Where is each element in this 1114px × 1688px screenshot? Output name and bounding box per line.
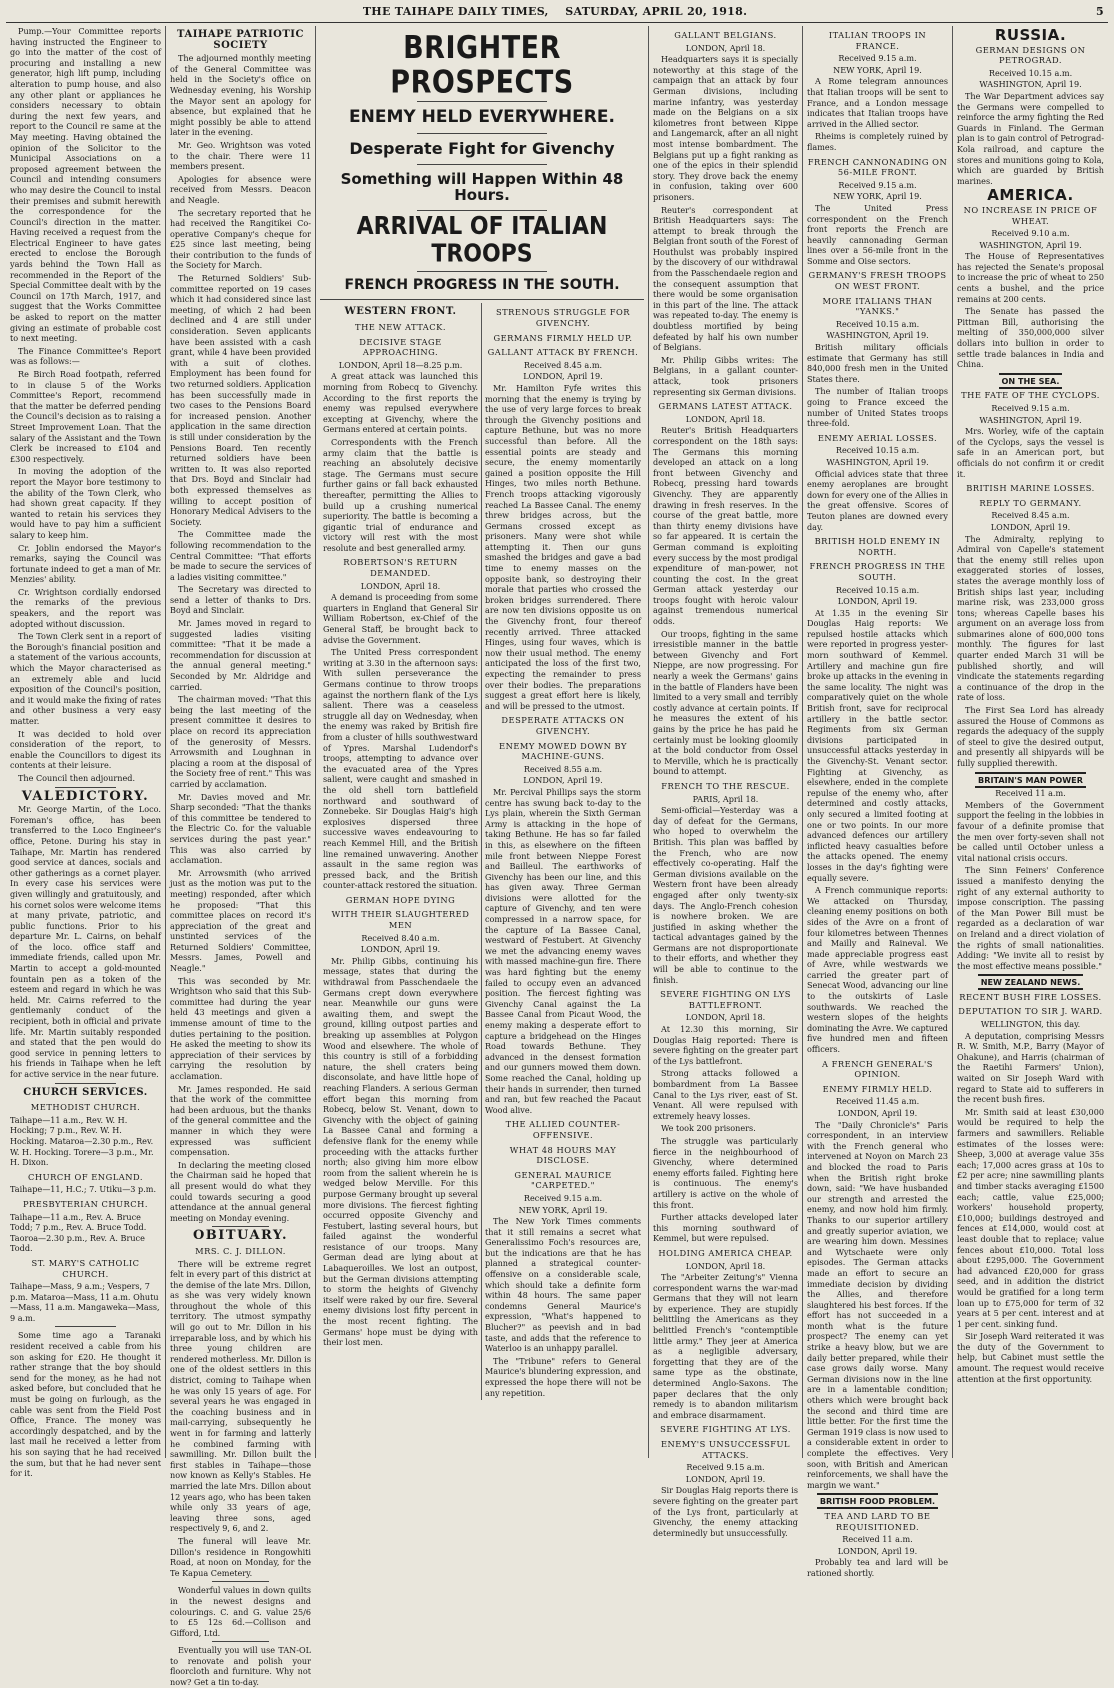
subhead: TEA AND LARD TO BE REQUISITIONED. xyxy=(824,1510,931,1532)
subhead: FRENCH PROGRESS IN THE SOUTH. xyxy=(809,561,946,582)
dateline: Received 9.15 a.m. xyxy=(991,403,1070,413)
issue-date: SATURDAY, APRIL 20, 1918. xyxy=(565,4,748,18)
food-problem-label: BRITISH FOOD PROBLEM. xyxy=(817,1493,938,1509)
article-paragraph: The chairman moved: "That this being the last meeting of the present committee it desires to place on record its appreciation of the generosity of Messrs. Arrowsmith and Loughnan in placing a room at the disposal of the Society free of rent." This was carried by acclamation. xyxy=(170,694,311,789)
dateline: LONDON, April 19. xyxy=(837,596,918,607)
divider xyxy=(417,101,547,102)
nz-news-label: NEW ZEALAND NEWS. xyxy=(978,974,1084,990)
subhead: ENEMY'S UNSUCCESSFUL ATTACKS. xyxy=(660,1439,791,1460)
article-paragraph: Headquarters says it is specially noteworthy at this stage of the campaign that an attack by four German divisions, including marine infantry, was yesterday made on the Belgians on a six kilometres front between Kippe and Langemarck, after an all night most intense bombardment. The Belgians put up a fight ranking as one of the epics in their splendid story. They drove back the enemy in confusion, taking over 600 prisoners. xyxy=(653,54,798,202)
headline-belgians: GALLANT BELGIANS. xyxy=(674,30,777,40)
headline-obituary: OBITUARY. xyxy=(192,1228,289,1244)
subhead: ENEMY FIRMLY HELD. xyxy=(822,1083,933,1094)
subhead: WHAT 48 HOURS MAY DISCLOSE. xyxy=(509,1144,617,1166)
article-paragraph: A Rome telegram announces that Italian troops will be sent to France, and a London message indicates that Italian troops have arrived in the Allied sector. xyxy=(807,76,948,129)
subhead: DEPUTATION TO SIR J. WARD. xyxy=(958,1006,1103,1017)
main-headline: BRIGHTER PROSPECTS xyxy=(390,30,574,101)
dateline: NEW YORK, April 19. xyxy=(518,1204,608,1215)
dateline: LONDON, April 18—8.25 p.m. xyxy=(338,359,463,370)
headline-patriotic-society: TAIHAPE PATRIOTIC SOCIETY xyxy=(177,29,304,51)
dateline: Received 8.55 a.m. xyxy=(523,763,603,774)
article-paragraph: The House of Representatives has rejected the Senate's proposal to increase the pric of wheat to 250 cents a bushel, and the price remains at 200 cents. xyxy=(957,251,1104,304)
dateline: WASHINGTON, April 19. xyxy=(826,456,929,467)
dateline: WASHINGTON, April 19. xyxy=(979,79,1082,90)
article-paragraph: Pump.—Your Committee reports having instructed the Engineer to go into the matter of the cost of procuring and installing a new generator, high lift pump, including alteration to pump house, and also any other plant or appliances he considers necessary to obtain during the next few years, and report to the Council re same at the May meeting. Having obtained the opinion of the Solicitor to the Municipal Associations on a proposed agreement between the Council and intending consumers who may desire the Council to instal their premises and submit herewith the correspondence for the Council's direction in the matter. Having received a request from the Electrical Engineer to have gates erected to enclose the Borough yards behind the Town Hall as recommended in the Report of the Special Committee dealt with by the Council on 17th March, 1917, and suggest that the Works Committee be asked to report on the matter giving an estimate of probable cost to next meeting. xyxy=(10,26,161,344)
headline-man-power xyxy=(957,775,1104,786)
article-paragraph: Mr. Geo. Wrightson was voted to the chair. There were 11 members present. xyxy=(170,139,311,172)
subhead: THE NEW ATTACK. xyxy=(355,322,446,333)
headline-on-the-sea xyxy=(957,376,1104,387)
dateline: LONDON, April 19. xyxy=(837,1108,918,1118)
subhead: ENEMY MOWED DOWN BY MACHINE-GUNS. xyxy=(499,740,627,762)
headline-russia: RUSSIA. xyxy=(994,26,1067,44)
divider xyxy=(212,1581,268,1582)
dateline: WASHINGTON, April 19. xyxy=(826,330,929,341)
headline-48-hours: Something will Happen Within 48 Hours. xyxy=(340,169,624,205)
subhead: WITH THEIR SLAUGHTERED MEN xyxy=(331,909,470,931)
subhead: THE ALLIED COUNTER-OFFENSIVE. xyxy=(505,1119,621,1140)
article-paragraph: Mrs. Worley, wife of the captain of the Cyclops, says the vessel is safe in an American port, but officials do not confirm it or credit it. xyxy=(957,426,1104,479)
article-paragraph: The United Press correspondent writing at 3.30 in the afternoon says: With sullen perseverance the Germans continue to throw troops against the northern flank of the Lys salient. There was a ceaseless struggle all day on Wednesday, when the enemy was raked by British fire from a cluster of hills southwestward of Ypres. Marshal Ludendorf's troops, attempting to advance over the evacuated area of the Ypres salient, were caught and smashed in the old shell torn battlefield northward and southward of Zonnebeke. Sir Douglas Haig's high explosives dispersed three successive waves endeavouring to reach Kemmel Hill, and the British line remained unwavering. Another assault in the same region was pressed back, and the British counter-attack restored the situation. xyxy=(323,647,478,891)
article-paragraph: The New York Times comments that it still remains a secret what Generalissimo Foch's resources are, but the indications are that he has planned a strategical counter-offensive on a considerable scale, which should take a definite form within 48 hours. The same paper condemns General Maurice's expression, "What's happened to Blucher?" as peevish and in bad taste, and adds that the reference to Waterloo is an unhappy parallel. xyxy=(485,1216,641,1354)
article-paragraph: Semi-official—Yesterday was a day of defeat for the Germans, who hoped to overwhelm the British. This plan was baffled by the French, who are now effectively co-operating. Half the German divisions available on the Western front have been already engaged after only twenty-six days. The Anglo-French cohesion is nowhere broken. We are justified in asking whether the tactical advantages gained by the Germans are not disproportionate to their efforts, and whether they will be able to continue to the finish. xyxy=(653,805,798,985)
headline-french-progress: FRENCH PROGRESS IN THE SOUTH. xyxy=(344,277,620,294)
paper-title: THE TAIHAPE DAILY TIMES, xyxy=(362,4,549,18)
dateline: LONDON, April 19. xyxy=(360,944,441,955)
article-paragraph: The adjourned monthly meeting of the General Committee was held in the Society's office on Wednesday evening, his Worship the Mayor sent an apology for absence, but explained that he might possibly be able to attend later in the evening. xyxy=(170,53,311,138)
article-paragraph: We took 200 prisoners. xyxy=(661,1123,756,1134)
dateline: Received 9.15 a.m. xyxy=(838,179,917,190)
column-1 xyxy=(6,26,166,1479)
article-paragraph: Re Birch Road footpath, referred to in clause 5 of the Works Committee's Report, recommend that the matter be deferred pending the Council's decision as to raising a Street Improvement Loan. That the salary of the Assistant and the Town Clerk be increased to £104 and £300 respectively. xyxy=(10,369,161,464)
dateline: LONDON, April 19. xyxy=(523,775,603,786)
subhead: GERMANY'S FRESH TROOPS ON WEST FRONT. xyxy=(808,270,947,292)
subhead: BRITISH MARINE LOSSES. xyxy=(966,483,1095,494)
article-paragraph: This was seconded by Mr. Wrightson who said that this Sub-committee had during the year held 43 meetings and given a immense amount of time to the duties pertaining to the position. He asked the meeting to show its appreciation of their services by carrying the resolution by acclamation. xyxy=(170,975,311,1081)
divider xyxy=(212,1226,268,1227)
column-2 xyxy=(166,26,316,1688)
headline-italian-in-france: ITALIAN TROOPS IN FRANCE. xyxy=(828,30,927,51)
article-paragraph: The First Sea Lord has already assured the House of Commons as regards the adequacy of the supply of steel to give the desired output, and presently all shipyards will be fully supplied therewith. xyxy=(957,705,1104,768)
column-5 xyxy=(803,26,953,1578)
article-paragraph: Mr. James responded. He said that the work of the committee had been arduous, but the thanks of the general committee and the manner in which they were expressed was sufficient compensation. xyxy=(170,1083,311,1158)
dateline: Received 8.45 a.m. xyxy=(991,510,1070,521)
article-paragraph: Strong attacks followed a bombardment from La Bassee Canal to the Lys river, east of St. Venant. All were repulsed with extremely heavy losses. xyxy=(653,1068,798,1121)
service-times: Taihape—11 a.m., Rev. W. H. Hocking; 7 p.m., Rev. W. H. Hocking. Mataroa—2.30 p.m., Rev. W. H. Hocking. Torere—3 p.m., Mr. H. Dixon. xyxy=(10,1114,154,1168)
dateline: LONDON, April 19. xyxy=(990,521,1071,532)
article-paragraph: The number of Italian troops going to France exceed the number of United States troops three-fold. xyxy=(807,386,948,429)
article-paragraph: At 12.30 this morning, Sir Douglas Haig reported: There is severe fighting on the greater part of the Lys battlefront. xyxy=(653,1024,798,1066)
headline-italian-troops: ARRIVAL OF ITALIAN TROOPS xyxy=(356,211,608,269)
headline-america: AMERICA. xyxy=(987,186,1074,205)
subhead: A FRENCH GENERAL'S OPINION. xyxy=(822,1058,933,1080)
divider xyxy=(417,271,547,272)
war-news-left xyxy=(320,303,482,1400)
article-paragraph: The struggle was particularly fierce in the neighbourhood of Givenchy, where determined enemy efforts failed. Fighting here is continuous. The enemy's artillery is active on the whole of this front. xyxy=(653,1135,798,1210)
dateline: Received 11.45 a.m. xyxy=(835,1096,920,1107)
subhead: HOLDING AMERICA CHEAP. xyxy=(658,1247,793,1258)
page-number: 5 xyxy=(1096,4,1104,18)
dateline: Received 9.15 a.m. xyxy=(838,53,917,64)
service-times: Taihape—11, H.C.; 7. Utiku—3 p.m. xyxy=(10,1184,157,1195)
column-4 xyxy=(649,26,803,1538)
divider xyxy=(212,1641,268,1642)
article-paragraph: The "Arbeiter Zeitung's" Vienna correspondent warns the war-mad Germans that they will not learn by experience. They are stupidly belittling the Americans as they belittled French's "contemptible little army." They jeer at America as a negligible adversary, forgetting that they are of the same type as the obstinate, determined Anglo-Saxons. The paper declares that the only remedy is to abandon militarism and embrace disarmament. xyxy=(653,1272,798,1420)
subhead: GALLANT ATTACK BY FRENCH. xyxy=(487,347,639,358)
article-paragraph: Mr. Arrowsmith (who arrived just as the motion was put to the meeting) responded, after which he proposed: "That this committee places on record it's appreciation of the great and unstinted services of the Returned Soldiers' Committee, Messrs. James, Powell and Neagle." xyxy=(170,867,311,974)
article-paragraph: The Secretary was directed to send a letter of thanks to Drs. Boyd and Sinclair. xyxy=(170,584,311,616)
article-paragraph: Correspondents with the French army claim that the battle is reaching an absolutely decisive stage. The Germans must secure further gains or fall back exhausted thereafter, permitting the Allies to build up a crushing numerical superiority. The battle is becoming a gigantic trial of endurance and victory will rest with the most resolute and best generalled army. xyxy=(323,436,478,553)
subhead-dillon: MRS. C. J. DILLON. xyxy=(195,1245,286,1256)
divider xyxy=(320,299,644,300)
dateline: Received 10.15 a.m. xyxy=(835,318,920,329)
dateline: Received 8.45 a.m. xyxy=(523,359,603,370)
article-paragraph: Mr. George Martin, of the Loco. Foreman's office, has been transferred to the Loco Engineer's office, Petone. During his stay in Taihape, Mr. Martin has rendered good service at dances, socials and other gatherings as a cornet player. In every case his services were given willingly and gratuitously, and his cornet solos were welcome items at many private, patriotic, and public functions. Prior to his departure Mr. L. Cairns, on behalf of the loco. office staff and immediate friends, called upon Mr. Martin to accept a gold-mounted fountain pen as a token of the esteem and regard in which he was held. Mr. Cairns referred to the gentlemanly conduct of the recipient, both in official and private life. Mr. Martin suitably responded and stated that the pen would do good service in penning letters to his friends in Taihape when he left for active service in the near future. xyxy=(10,804,162,1079)
article-paragraph: Cr. Wrightson cordially endorsed the remarks of the previous speakers, and the report was adopted without discussion. xyxy=(10,586,161,629)
subhead: REPLY TO GERMANY. xyxy=(979,497,1082,508)
dateline: WELLINGTON, this day. xyxy=(980,1019,1081,1030)
dateline: Received 11 a.m. xyxy=(995,788,1066,799)
article-paragraph: Sir Joseph Ward reiterated it was the duty of the Government to help, but Cabinet must settle the amount. The request would receive attention at the first opportunity. xyxy=(957,1331,1104,1384)
article-paragraph: Reuter's correspondent at British Headquarters says: The attempt to break through the Belgian front south of the Forest of Houthulst was probably inspired by the discovery of our withdrawal from the Passchendaele region and the consequent assumption that there would be some organisation in this part of the line. The attack was repeated to-day. The enemy is doubtless mortified by being defeated by half his own number of Belgians. xyxy=(653,204,798,353)
headline-church-services: CHURCH SERVICES. xyxy=(23,1086,148,1098)
article-paragraph: Mr. Smith said at least £30,000 would be required to help the farmers and sawmillers. Reliable estimates of the losses were: Sheep, 3,000 at average value 35s each; 17,000 acres grass at 10s to £2 per acre; nine sawmilling plants and timber stacks averaging £1500 each; cattle, value £25,000; workers' household property, £10,000; buildings destroyed and fences at £14,000, would cost at least double that to replace; value fences about £10,000. Total loss about £295,000. The Government had advanced £20,000 for grass seed, and in addition the district would be gratified for a long term loan up to £75,000 for term of 32 years at 5 per cent. interest and at 1 per cent. sinking fund. xyxy=(957,1106,1104,1329)
article-paragraph: Mr. Hamilton Fyfe writes this morning that the enemy is trying by the use of very large forces to break through the Givenchy positions and capture Bethune, but was no more successful than before. All the essential points are steady and secure, the enemy momentarily gained a position opposite the Hill Hinges, two miles north Bethune. French troops attacking vigorously reached La Bassee Canal. The enemy threw bridges across, but the Germans crossed except as prisoners. Many were shot while attempting it. Then our guns smashed the bridges and gave a bad time to enemy masses on the opposite bank, so destroying their morale that parties who crossed the broken bridges surrendered. There are now ten divisions opposite us on the Givenchy front, four thereof recently arrived. Three attacked Hinges, using four waves, which is now their usual method. The enemy anticipated the loss of the first two, expecting the remainder to press over their bodies. The preparations suggest a great effort here is likely, and will be pressed to the utmost. xyxy=(485,382,641,711)
article-paragraph: A great attack was launched this morning from Robecq to Givenchy. According to the first reports the enemy was repulsed everywhere excepting at Givenchy, where the Germans entered at certain points. xyxy=(323,371,478,435)
article-paragraph: Mr. James moved in regard to suggested ladies visiting committee: "That it be made a recommendation for discussion at the annual general meeting." Seconded by Mr. Aldridge and carried. xyxy=(170,618,311,692)
article-paragraph: The Returned Soldiers' Sub-committee reported on 19 cases which it had considered since last meeting, of which 2 had been declined and 4 are still under consideration. Seven applicants have been assisted with a cash grant, while 4 have been provided with a suit of clothes. Employment has been found for two returned soldiers. Application has been successfully made in two cases to the Pensions Board for increased pension. Another application in the same direction is still under consideration by the Pensions Board. Ten recently returned soldiers have been written to. It was also reported that Drs. Boyd and Sinclair had both expressed themselves as willing to accept position of Honorary Medical Advisers to the Society. xyxy=(170,273,311,527)
article-paragraph: The Committee made the following recommendation to the Central Committee: "That efforts be made to secure the services of a ladies visiting committee." xyxy=(170,529,311,582)
article-paragraph: A French communique reports: We attacked on Thursday, cleaning enemy positions on both sides of the Avre on a front of four kilometres between Thennes and Mailly and Raineval. We made appreciable progress east of Avre, while westwards we carried the greater part of Senecat Wood, advancing our line to the outskirts of Lasle southwards. We reached the western slopes of the heights dominating the Avre. We captured five hundred men and fifteen officers. xyxy=(807,885,948,1055)
divider xyxy=(55,787,115,788)
headline-nz-news xyxy=(957,977,1104,988)
subhead: THE FATE OF THE CYCLOPS. xyxy=(961,390,1100,401)
article-paragraph: The United Press correspondent on the French front reports the French are heavily cannonading German lines over a 56-mile front in the Somme and Oise sectors. xyxy=(807,202,948,266)
article-paragraph: In declaring the meeting closed the Chairman said he hoped that all present would do what they could towards securing a good attendance at the annual general meeting on Monday evening. xyxy=(170,1159,311,1223)
dateline: Received 10.15 a.m. xyxy=(835,584,920,595)
article-paragraph: Mr. Philip Gibbs writes: The Belgians, in a gallant counter-attack, took prisoners representing six German divisions. xyxy=(653,354,798,397)
subhead: STRENOUS STRUGGLE FOR GIVENCHY. xyxy=(495,307,631,329)
masthead xyxy=(6,0,1108,23)
dateline: NEW YORK, April 19. xyxy=(833,64,922,75)
dateline: LONDON, April 18. xyxy=(685,413,766,424)
dateline: Received 9.10 a.m. xyxy=(991,228,1070,239)
subhead: GERMANS LATEST ATTACK. xyxy=(658,401,793,412)
service-times: Taihape—Mass, 9 a.m.; Vespers, 7 p.m. Mataroa—Mass, 11 a.m. Ohutu—Mass, 11 a.m. Mangaweka—Mass, 9 a.m. xyxy=(10,1281,160,1323)
on-the-sea-label: ON THE SEA. xyxy=(999,373,1063,389)
subhead: MORE ITALIANS THAN "YANKS." xyxy=(822,295,933,317)
subhead-england: CHURCH OF ENGLAND. xyxy=(28,1171,143,1182)
article-paragraph: Our troops, fighting in the same irresistible manner in the battle between Givenchy and Fort Nieppe, are now progressing. For nearly a week the Germans' gains in the battle of Flanders have been limited to a very small and terribly costly advance at certain points. If he measures the extent of his gains by the price he has paid he certainly must be looking gloomily at the bold conductor from Ossel to Merville, which he is practically bound to attempt. xyxy=(653,628,798,777)
subhead: FRENCH CANNONADING ON 56-MILE FRONT. xyxy=(807,156,948,178)
subhead: BRITISH HOLD ENEMY IN NORTH. xyxy=(814,536,941,557)
article-paragraph: Mr. Philip Gibbs, continuing his message, states that during the withdrawal from Passchendaele the Germans crept down everywhere near. Meanwhile our guns were awaiting them, and swept the ground, killing outpost parties and breaking up assemblies at Polygon Wood and elsewhere. The whole of this country is still of a forbidding nature, the shell craters being disconsolate, and have little hope of reaching Flanders. A serious German effort began this morning from Robecq, below St. Venant, down to Givenchy with the object of gaining La Bassee Canal and forming a defensive flank for the enemy while proceeding with the attacks further north; also giving him more elbow room from the salient wherein he is wedged below Merville. For this purpose Germany brought up several more divisions. The fiercest fighting occurred opposite Givenchy and Festubert, lasting several hours, but failed against the wonderful resistance of our troops. Many German dead are lying about at Labaqueroilles. We lost an outpost, but the German divisions attempting to storm the heights of Givenchy itself were raked by our fire. Several enemy divisions lost fifty percent in the most recent fighting. The Germans' hope must be dying with their lost men. xyxy=(323,955,478,1348)
article-paragraph: Further attacks developed later this morning southward of Kemmel, but were repulsed. xyxy=(653,1212,798,1244)
divider xyxy=(417,133,547,134)
dateline: LONDON, April 19. xyxy=(523,371,603,382)
column-3 xyxy=(316,26,649,1458)
dateline: WASHINGTON, April 19. xyxy=(979,239,1082,250)
subhead: ROBERTSON'S RETURN DEMANDED. xyxy=(343,557,458,579)
dateline: Received 10.15 a.m. xyxy=(835,445,920,456)
advertisement: Wonderful values in down quilts in the newest designs and colourings. C. and G. value 25/6 to £5 12s 6d.—Collison and Gifford, Ltd. xyxy=(170,1585,311,1638)
service-times: Taihape—11 a.m., Rev. A. Bruce Todd; 7 p.m., Rev. A. Bruce Todd. Taoroa—2.30 p.m., Rev. A. Bruce Todd. xyxy=(10,1211,147,1254)
dateline: LONDON, April 18. xyxy=(360,580,441,591)
article-paragraph: Some time ago a Taranaki resident received a cable from his son asking for £20. He thought it rather strange that the boy should send for the money, as he had not asked before, but concluded that he must be going on furlough, as the cable was sent from the Field Post Office, France. The money was accordingly despatched, and by the last mail he received a letter from his son saying that he had received the sum, but that he had never sent for it. xyxy=(10,1330,161,1479)
subhead: FRENCH TO THE RESCUE. xyxy=(661,780,790,791)
subhead: DESPERATE ATTACKS ON GIVENCHY. xyxy=(501,715,625,736)
article-paragraph: The Admiralty, replying to Admiral von Capelle's statement that the enemy still relies upon exaggerated stories of losses, states the average monthly loss of British ships last year, including marine risk, was 233,000 gross tons; whereas Capelle bases his argument on an average loss from submarines alone of 600,000 tons monthly. The figures for last quarter ended March 31 will be published shortly, and will vindicate the statements regarding a continuance of the drop in the rate of loss. xyxy=(957,533,1104,703)
subhead: GENERAL MAURICE "CARPETED." xyxy=(514,1169,612,1191)
dateline: Received 9.15 a.m. xyxy=(686,1462,765,1473)
war-news-subcolumns xyxy=(320,303,644,1400)
article-paragraph: Official advices state that three enemy aeroplanes are brought down for every one of the Allies in the great offensive. Scores of Teuton planes are downed every day. xyxy=(807,468,948,532)
dateline: NEW YORK, April 19. xyxy=(833,191,922,202)
dateline: LONDON, April 19. xyxy=(837,1545,918,1556)
article-paragraph: A deputation, comprising Messrs R. W. Smith, M.P., Barry (Mayor of Ohakune), and Harris (chairman of the Raetihi Farmers' Union), waited on Sir Joseph Ward with regard to State aid to sufferers in the recent bush fires. xyxy=(957,1030,1104,1105)
divider xyxy=(417,164,547,165)
divider xyxy=(417,210,547,211)
dateline: PARIS, April 18. xyxy=(692,793,759,804)
subhead: GERMANS FIRMLY HELD UP. xyxy=(493,332,633,343)
article-paragraph: The Senate has passed the Pittman Bill, authorising the melting of 350,000,000 silver dollars into bullion in order to settle trade balances in India and China. xyxy=(957,306,1104,370)
dateline: WASHINGTON, April 19. xyxy=(979,414,1082,425)
article-paragraph: Probably tea and lard will be rationed shortly. xyxy=(807,1557,948,1578)
headline-western-front: WESTERN FRONT. xyxy=(344,306,457,318)
masthead-title xyxy=(14,5,1096,18)
subhead: DECISIVE STAGE APPROACHING. xyxy=(359,336,442,358)
dateline: LONDON, April 18. xyxy=(685,1012,766,1023)
article-paragraph: Reuter's British Headquarters correspondent on the 18th says: The Germans this morning developed an attack on a long front between Givenchy and Robecq, pressing hard towards Givenchy. They are apparently drawing in fresh reserves. In the course of the great battle, more than thirty enemy divisions have so far appeared. It is certain the German command is exploiting every success by the most prodigal expenditure of man-power, not counting the cost. In the great German attack yesterday our troops fought with heroic valour against tremendous numerical odds. xyxy=(653,425,798,627)
article-paragraph: The Council then adjourned. xyxy=(18,772,136,783)
article-paragraph: Cr. Joblin endorsed the Mayor's remarks, saying the Council was fortunate indeed to get a man of Mr. Menzies' ability. xyxy=(10,542,161,585)
subhead: GERMAN HOPE DYING xyxy=(345,894,456,905)
article-paragraph: Rheims is completely ruined by flames. xyxy=(807,131,948,152)
dateline: LONDON, April 18. xyxy=(685,42,766,53)
article-paragraph: The "Daily Chronicle's" Paris correspondent, in an interview with the French general who intervened at Noyon on March 23 and blocked the road to Paris when the British right broke down, said: "We have husbanded our strength and arrested the enemy, and now hold him firmly. Thanks to our superior artillery and greatly superior aviation, we are wearing him down. Messines and Wytschaete were only episodes. The German attacks made an effort to secure an immediate decision by dividing the Allies, and therefore slaughtered his best forces. If the effort has not succeeded in a month what is the future prospect? The enemy can yet strike a heavy blow, but we are daily better prepared, while their case grows daily worse. Many German divisions now in the line are in a lamentable condition; others which were brought back the second and third time are little better. For the first time the German 1919 class is now used to a considerable extent in order to complete the effectives. Very soon, with British and American reinforcements, we shall have the margin we want." xyxy=(807,1119,948,1490)
columns xyxy=(6,26,1108,1688)
article-paragraph: Sir Douglas Haig reports there is severe fighting on the greater part of the Lys front, particularly at Givenchy, the enemy attacking determinedly but unsuccessfully. xyxy=(653,1485,798,1538)
dateline: Received 9.15 a.m. xyxy=(523,1192,603,1203)
article-paragraph: The Finance Committee's Report was as follows:— xyxy=(10,345,161,367)
article-paragraph: At 1.35 in the evening Sir Douglas Haig reports: We repulsed hostile attacks which were reported in progress yester-morn southward of Kemmel. Artillery and machine gun fire broke up attacks in the evening in the same locality. The night was comparatively quiet on the whole British front, save for reciprocal artillery in the battle sector. Regiments from six German divisions participated in unsuccessful attacks yesterday in the Givenchy-St. Venant sector. Fighting at Givenchy, as elsewhere, ended in the complete repulse of the enemy who, after determined and costly attacks, only secured a limited footing at one or two points. In our more advanced defences our artillery inflicted heavy casualties before the attacks opened. The enemy losses in the day's fighting were equally severe. xyxy=(807,607,948,883)
article-paragraph: The Town Clerk sent in a report of the Borough's financial position and a statement of the various accounts, which the Mayor characterised as an extremely able and lucid exposition of the Council's position, and it would make the fixing of rates and other business a very easy matter. xyxy=(10,631,162,726)
article-paragraph: The secretary reported that he had received the Rangitikei Co-operative Company's cheque for £25 since last meeting, being their contribution to the funds of the Society for March. xyxy=(170,207,311,271)
divider xyxy=(55,1083,115,1084)
subhead-presbyterian: PRESBYTERIAN CHURCH. xyxy=(22,1198,149,1209)
subhead: RECENT BUSH FIRE LOSSES. xyxy=(959,991,1102,1002)
dateline: Received 10.15 a.m. xyxy=(988,67,1073,78)
dateline: Received 11 a.m. xyxy=(842,1534,913,1545)
subhead-catholic: ST. MARY'S CATHOLIC CHURCH. xyxy=(31,1257,140,1279)
article-paragraph: The War Department advices say the Germans were compelled to reinforce the army fighting the Red Guards in Finland. The German plan is to gain control of Petrograd-Kola railroad, and capture the stores and munitions going to Kola, which are guarded by British marines. xyxy=(957,90,1104,186)
subhead: SEVERE FIGHTING AT LYS. xyxy=(660,1424,791,1435)
war-news-right xyxy=(482,303,644,1400)
dateline: LONDON, April 19. xyxy=(685,1473,766,1484)
article-paragraph: It was decided to hold over consideration of the report, to enable the Councillors to digest its contents at their leisure. xyxy=(10,728,161,771)
headline-enemy-held: ENEMY HELD EVERYWHERE. xyxy=(349,107,615,128)
headline-food-problem xyxy=(807,1496,948,1507)
article-paragraph: The funeral will leave Mr. Dillon's residence in Rongowhiti Road, at noon on Monday, for the Te Kapua Cemetery. xyxy=(170,1535,311,1578)
subhead: SEVERE FIGHTING ON LYS BATTLEFRONT. xyxy=(660,989,791,1010)
headline-valedictory: VALEDICTORY. xyxy=(21,788,150,804)
article-paragraph: British military officials estimate that Germany has still 840,000 fresh men in the United States there. xyxy=(807,342,948,384)
article-paragraph: The "Tribune" refers to General Maurice's blundering expression, and expressed the hope there will not be any repetition. xyxy=(485,1355,641,1398)
subhead-methodist: METHODIST CHURCH. xyxy=(30,1102,141,1113)
divider xyxy=(55,1326,115,1327)
advertisement: Eventually you will use TAN-OL to renovate and polish your floorcloth and furniture. Why not now? Get a tin to-day. xyxy=(170,1645,311,1688)
subhead: NO INCREASE IN PRICE OF WHEAT. xyxy=(963,204,1098,226)
article-paragraph: In moving the adoption of the report the Mayor bore testimony to the ability of the Town Clerk, who had shown great capacity. If they wanted to retain his services they would have to pay him a sufficient salary to keep him. xyxy=(10,466,161,540)
dateline: Received 8.40 a.m. xyxy=(361,932,440,943)
article-paragraph: There will be extreme regret felt in every part of this district at the demise of the late Mrs. Dillon, as she was very widely known throughout the whole of this territory. The utmost sympathy will go out to Mr. Dillon in his irreparable loss, and by which his three young children are rendered motherless. Mr. Dillon is one of the oldest settlers in this district, coming to Taihape when he was only 15 years of age. For several years he was engaged in the coaching business and in mail-carrying, subsequently he went in for farming and latterly he combined farming with sawmilling. Mr. Dillon built the first stables in Taihape—those now known as Kelly's Stables. He married the late Mrs. Dillon about 12 years ago, who has been taken while only 33 years of age, leaving three sons, aged respectively 9, 6, and 2. xyxy=(170,1258,311,1534)
man-power-label: BRITAIN'S MAN POWER xyxy=(975,772,1086,788)
subhead: GERMAN DESIGNS ON PETROGRAD. xyxy=(975,44,1086,66)
article-paragraph: Apologies for absence were received from Messrs. Deacon and Neagle. xyxy=(170,173,311,205)
article-paragraph: Mr. Percival Phillips says the storm centre has swung back to-day to the Lys plain, wherein the Sixth German Army is attacking in the hope of taking Bethune. He has so far failed in this, as elsewhere on the fifteen mile front between Nieppe Forest and Bailleul. The earthworks of Givenchy has been our line, and this has given away. Three German divisions were allotted for the capture of Givenchy, and ten were compressed in a narrow space, for the capture of La Bassee Canal, westward of Festubert. At Givenchy we met the advancing enemy waves with massed machine-gun fire. There was hard fighting but the enemy failed to occupy even an advanced position. The fiercest fighting was Givenchy Canal against the La Bassee Canal from Picaut Wood, the enemy making a desperate effort to capture a bridgehead on the Hinges Road towards Bethune. They advanced in the densest formation and our gunners mowed them down. Some reached the Canal, holding up their hands in surrender, then turned and ran, but few reached the Pacaut Wood alive. xyxy=(485,786,641,1115)
article-paragraph: Mr. Davies moved and Mr. Sharp seconded: "That the thanks of this committee be tendered to the Electric Co. for the valuable services during the past year." This was also carried by acclamation. xyxy=(170,791,311,866)
headline-givenchy: Desperate Fight for Givenchy xyxy=(349,139,615,159)
column-6 xyxy=(953,26,1108,1458)
article-paragraph: Members of the Government support the feeling in the lobbies in favour of a definite promise that the men over forty-seven shall not be called until October unless a vital national crisis occurs. xyxy=(957,799,1104,863)
subhead: ENEMY AERIAL LOSSES. xyxy=(817,432,938,443)
article-paragraph: A demand is proceeding from some quarters in England that General Sir William Robertson, ex-Chief of the General Staff, be brought back to advise the Government. xyxy=(323,592,478,645)
article-paragraph: The Sinn Feiners' Conference issued a manifesto denying the right of any external authority to impose conscription. The passing of the Man Power Bill must be regarded as a declaration of war on Ireland and a direct violation of the rights of small nationalities. Adding: "We invite all to resist by the most effective means possible." xyxy=(957,865,1104,971)
dateline: LONDON, April 18. xyxy=(685,1260,766,1271)
